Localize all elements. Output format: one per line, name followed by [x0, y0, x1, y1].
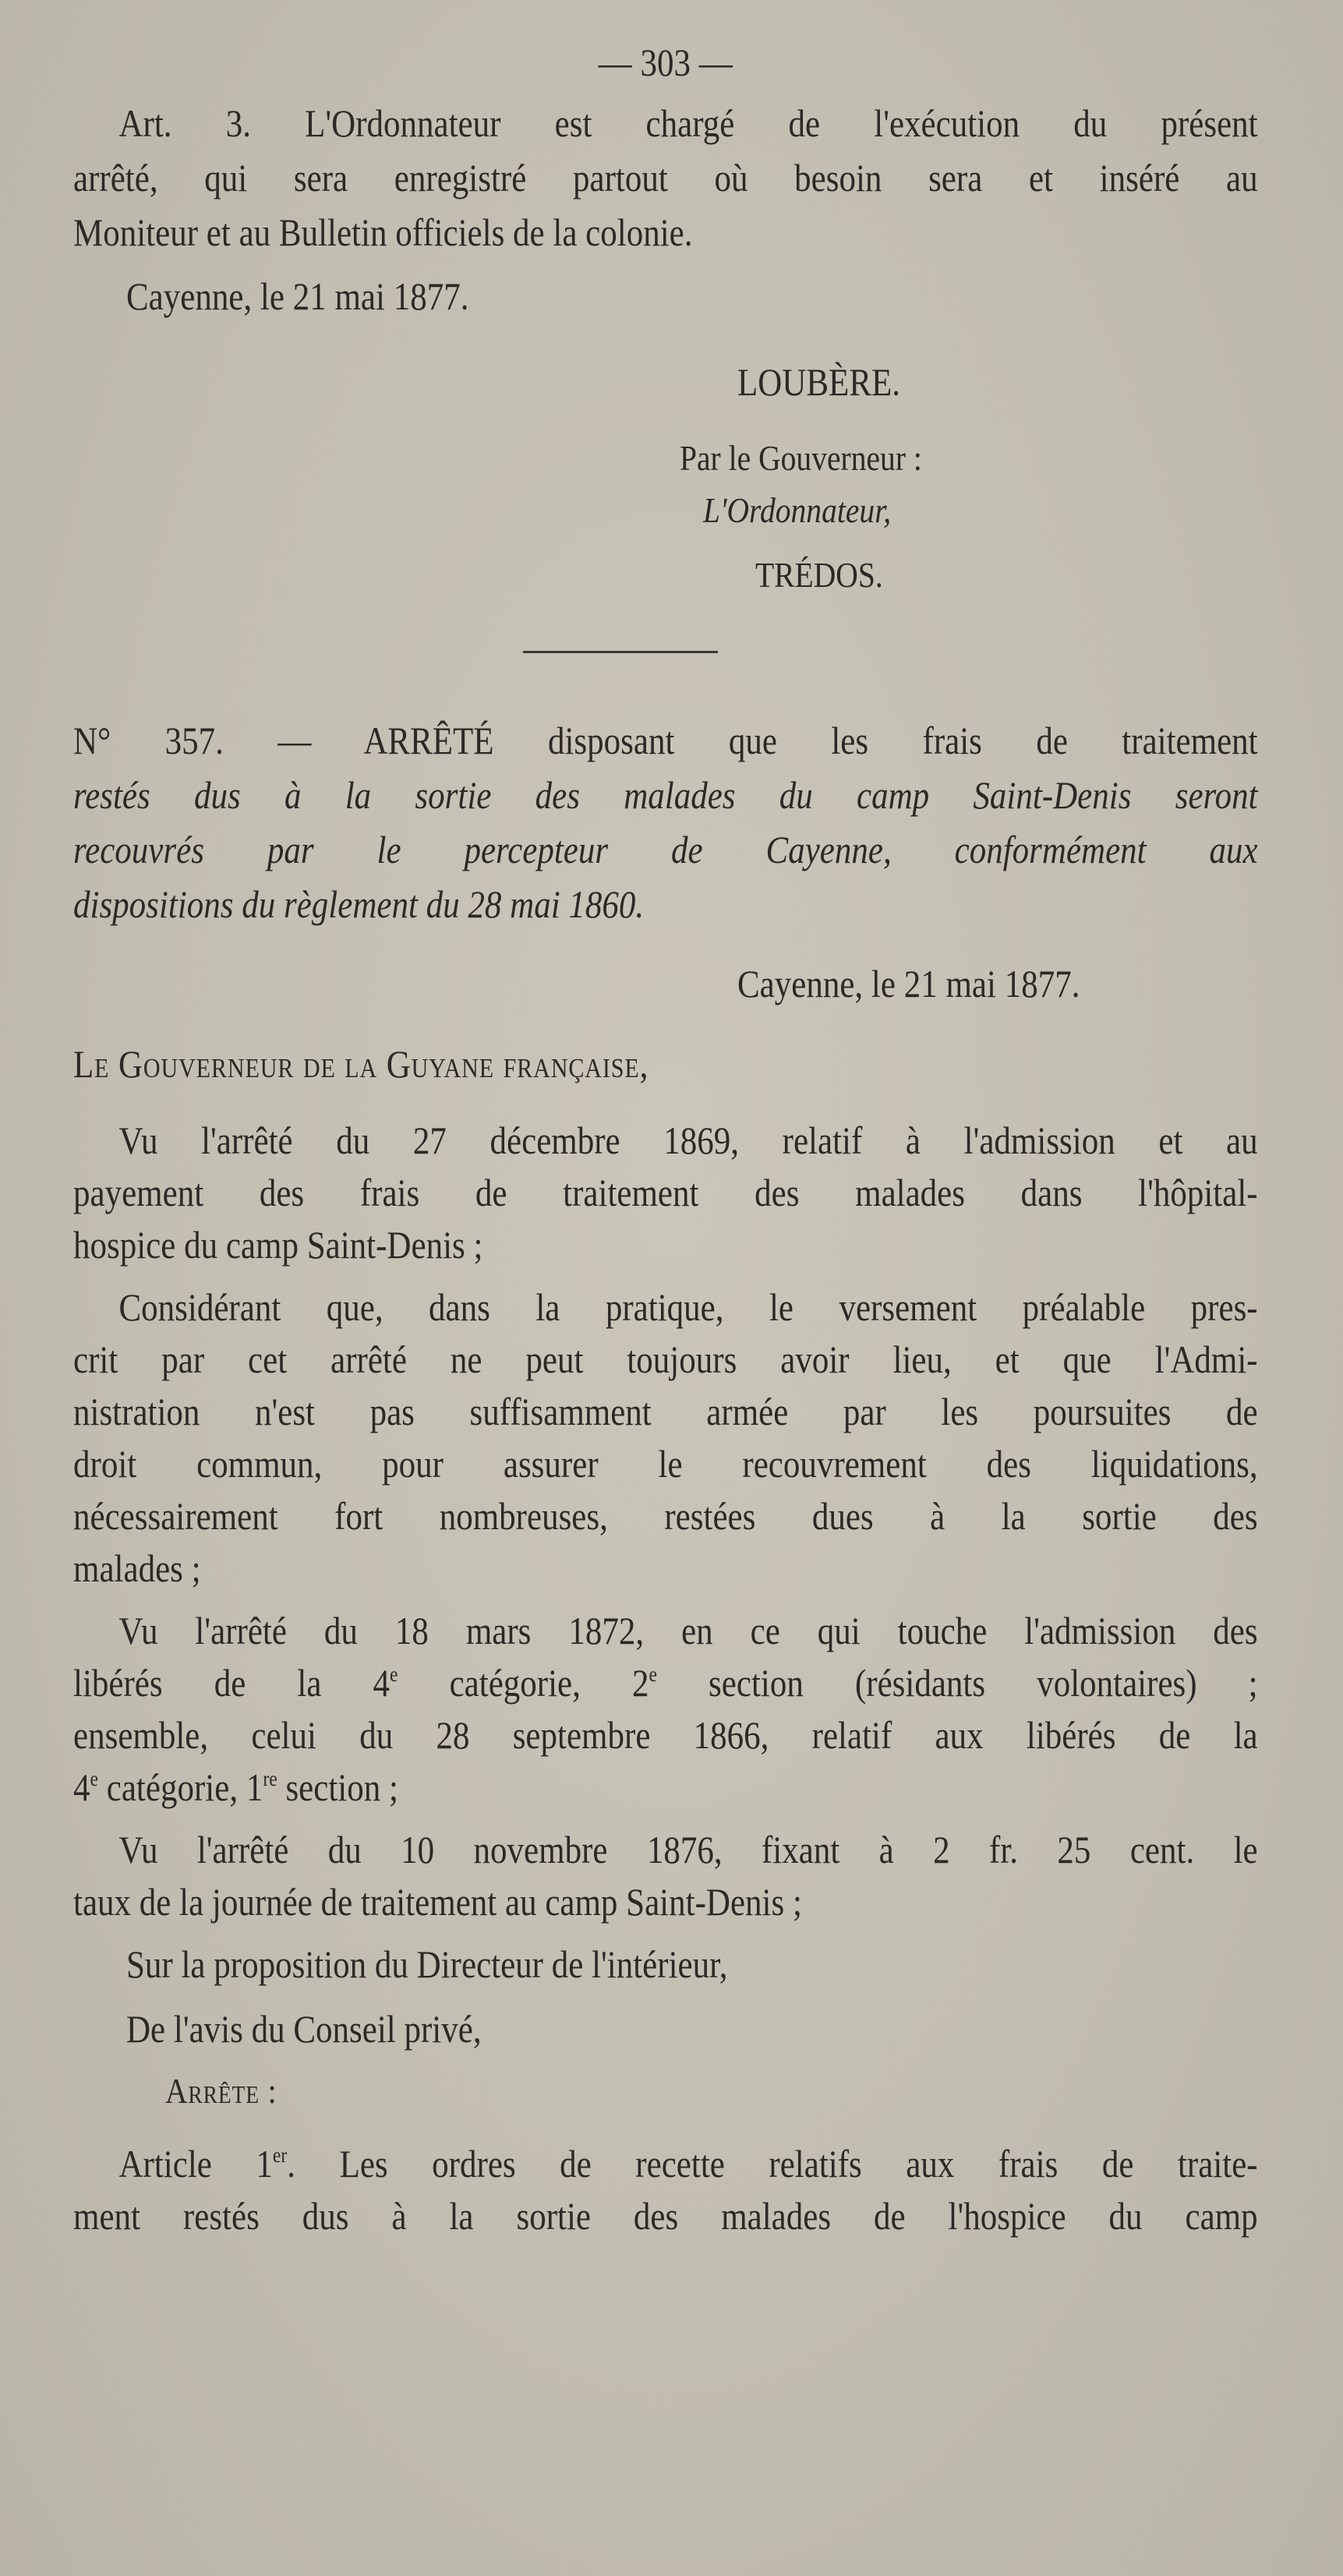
vu-2-line-2a: libérés de la 4: [73, 1661, 390, 1705]
vu-2-line-1: Vu l'arrêté du 18 mars 1872, en ce qui touche l'admission des: [118, 1609, 1258, 1652]
signature-role: L'Ordonnateur,: [703, 490, 892, 530]
article-1-line-2: ment restés dus à la sortie des malades de l'hospice du camp: [73, 2194, 1258, 2238]
considerant-line-5: nécessairement fort nombreuses, restées dues à la sortie des: [73, 1494, 1258, 1538]
arrete-title-line-1-text: N° 357. — ARRÊTÉ disposant que les frais de traitement: [73, 719, 1258, 762]
considerant-line-3: nistration n'est pas suffisamment armée par les poursuites de: [73, 1390, 1258, 1433]
article-1-line-1a: Article 1: [118, 2142, 273, 2186]
vu-2-line-4c: section ;: [277, 1765, 398, 1809]
vu-1-line-1: Vu l'arrêté du 27 décembre 1869, relatif à l'admission et au: [118, 1118, 1258, 1162]
avis: De l'avis du Conseil privé,: [126, 2007, 482, 2051]
article-1-line-1-sup: er: [272, 2142, 288, 2167]
considerant-line-6: malades ;: [73, 1546, 201, 1590]
vu-2-line-4a: 4: [73, 1765, 90, 1809]
page-number: — 303 —: [598, 41, 733, 84]
article-1-line-1: [73, 2140, 1258, 2187]
vu-3-line-2: taux de la journée de traitement au camp Saint-Denis ;: [73, 1880, 802, 1924]
considerant-line-1: Considérant que, dans la pratique, le versement préalable pres-: [118, 1285, 1258, 1329]
signature-par-le-gouverneur: Par le Gouverneur :: [680, 438, 922, 478]
vu-2-line-4-sup-2: re: [263, 1765, 277, 1790]
arrete-title-line-3: recouvrés par le percepteur de Cayenne, conformément aux: [73, 828, 1258, 871]
vu-2-line-4b: catégorie, 1: [98, 1765, 263, 1809]
vu-2-line-2-sup-1: e: [389, 1661, 398, 1686]
vu-2-line-4: [73, 1764, 1092, 1811]
vu-2-line-2b: catégorie, 2: [398, 1661, 649, 1705]
article-1-line-1b: . Les ordres de recette relatifs aux frais de traite-: [287, 2142, 1258, 2186]
considerant-line-2: crit par cet arrêté ne peut toujours avoir lieu, et que l'Admi-: [73, 1337, 1258, 1381]
signature-signer: TRÉDOS.: [755, 555, 883, 595]
gouverneur-heading: Le Gouverneur de la Guyane française,: [73, 1042, 649, 1086]
article-3-line-3: Moniteur et au Bulletin officiels de la colonie.: [73, 210, 693, 254]
vu-1-line-3: hospice du camp Saint-Denis ;: [73, 1223, 483, 1267]
vu-2-line-2-sup-2: e: [649, 1661, 657, 1686]
vu-2-line-2: [73, 1659, 1258, 1706]
separator-rule: [523, 651, 718, 653]
arrete-title-line-2: restés dus à la sortie des malades du camp Saint-Denis seront: [73, 773, 1258, 817]
signature-name: LOUBÈRE.: [737, 360, 901, 404]
considerant-line-4: droit commun, pour assurer le recouvrement des liquidations,: [73, 1442, 1258, 1486]
arrete-heading: Arrête :: [165, 2071, 277, 2111]
article-3-line-1: Art. 3. L'Ordonnateur est chargé de l'exécution du présent: [118, 101, 1258, 145]
proposition: Sur la proposition du Directeur de l'intérieur,: [126, 1942, 728, 1986]
vu-3-line-1: Vu l'arrêté du 10 novembre 1876, fixant à 2 fr. 25 cent. le: [118, 1828, 1258, 1871]
dateline-2: Cayenne, le 21 mai 1877.: [737, 962, 1080, 1005]
arrete-title-line-4: dispositions du règlement du 28 mai 1860.: [73, 882, 645, 926]
article-3-line-2: arrêté, qui sera enregistré partout où besoin sera et inséré au: [73, 156, 1258, 200]
dateline-1: Cayenne, le 21 mai 1877.: [126, 274, 469, 318]
vu-1-line-2: payement des frais de traitement des malades dans l'hôpital-: [73, 1171, 1258, 1214]
vu-2-line-2c: section (résidants volontaires) ;: [656, 1661, 1258, 1705]
arrete-title-line-1: [73, 717, 1258, 764]
vu-2-line-3: ensemble, celui du 28 septembre 1866, relatif aux libérés de la: [73, 1713, 1258, 1757]
vu-2-line-4-sup-1: e: [90, 1765, 99, 1790]
